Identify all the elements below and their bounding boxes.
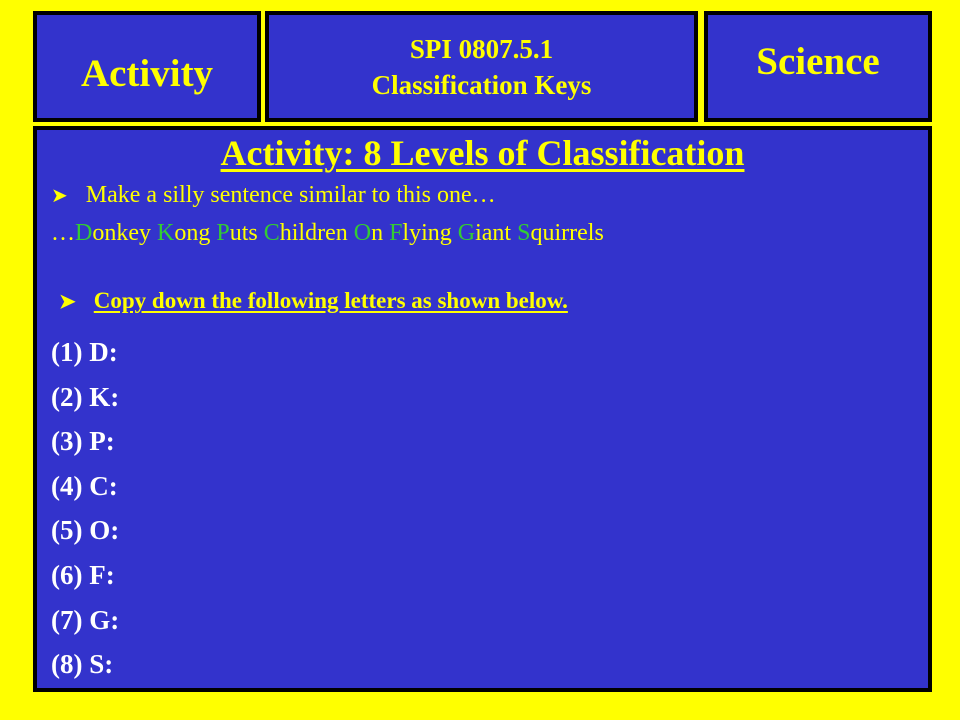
mnemonic-word xyxy=(157,220,210,246)
mnemonic-initial: O xyxy=(353,220,372,246)
mnemonic-word xyxy=(517,220,604,246)
mnemonic-initial: P xyxy=(216,220,230,246)
mnemonic-initial: C xyxy=(263,220,280,246)
mnemonic-initial: K xyxy=(157,220,175,246)
mnemonic-initial: G xyxy=(457,220,476,246)
mnemonic-sentence xyxy=(51,220,604,247)
mnemonic-word xyxy=(389,220,452,246)
copy-instruction-line xyxy=(59,288,568,314)
mnemonic-initial: D xyxy=(75,220,93,246)
header-spi-box xyxy=(265,11,698,122)
arrow-bullet-icon: ➤ xyxy=(51,185,68,207)
mnemonic-rest: iant xyxy=(475,220,512,246)
mnemonic-initial: F xyxy=(389,220,403,246)
header-spi-subtitle: Classification Keys xyxy=(371,69,592,100)
instruction-line xyxy=(51,182,496,209)
activity-title: Activity: 8 Levels of Classification xyxy=(220,133,745,173)
mnemonic-word xyxy=(354,220,383,246)
list-item: (7) G: xyxy=(51,604,120,635)
header-spi-code: SPI 0807.5.1 xyxy=(409,33,554,64)
header-science-box xyxy=(704,11,932,122)
mnemonic-initial: S xyxy=(517,220,531,246)
list-item: (8) S: xyxy=(51,649,114,680)
mnemonic-rest: uts xyxy=(229,220,258,246)
copy-instruction-text: Copy down the following letters as shown below. xyxy=(93,288,568,313)
list-item: (2) K: xyxy=(51,381,120,412)
list-item: (4) C: xyxy=(51,470,118,501)
mnemonic-word xyxy=(75,220,151,246)
mnemonic-word xyxy=(216,220,257,246)
mnemonic-rest: quirrels xyxy=(530,220,604,246)
mnemonic-rest: hildren xyxy=(279,220,348,246)
mnemonic-prefix: … xyxy=(51,220,75,246)
header-activity-box xyxy=(33,11,261,122)
mnemonic-word xyxy=(458,220,511,246)
mnemonic-word xyxy=(264,220,348,246)
mnemonic-rest: lying xyxy=(402,220,452,246)
header-activity-title: Activity xyxy=(80,52,214,95)
classification-letters-list xyxy=(51,330,119,687)
mnemonic-rest: ong xyxy=(174,220,211,246)
header-science-title: Science xyxy=(756,40,880,83)
arrow-bullet-icon: ➤ xyxy=(59,291,76,313)
list-item: (6) F: xyxy=(51,559,115,590)
mnemonic-rest: n xyxy=(371,220,384,246)
list-item: (3) P: xyxy=(51,426,115,457)
main-content-panel xyxy=(33,126,932,692)
mnemonic-rest: onkey xyxy=(92,220,151,246)
list-item: (1) D: xyxy=(51,337,118,367)
list-item: (5) O: xyxy=(51,515,120,546)
instruction-text: Make a silly sentence similar to this one… xyxy=(85,182,496,208)
